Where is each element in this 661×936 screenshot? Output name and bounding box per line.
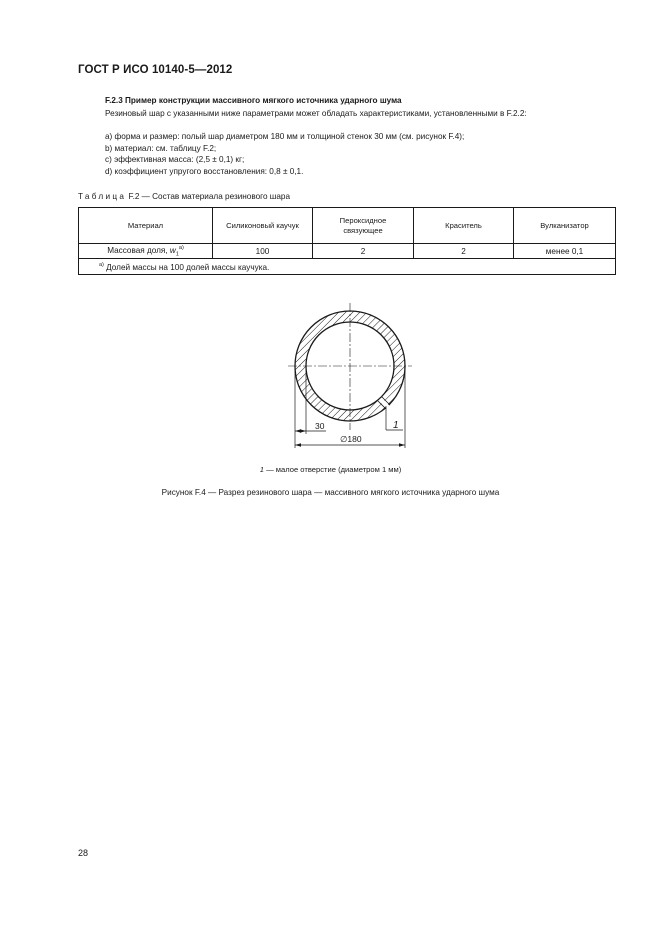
value-dye: 2 [414,244,514,259]
header-dye: Краситель [414,208,514,244]
section-title: F.2.3 Пример конструкции массивного мягкого источника ударного шума [105,96,402,105]
section-intro: Резиновый шар с указанными ниже параметрами может обладать характеристиками, установленными в F.2.2: [105,109,527,118]
value-peroxide: 2 [313,244,414,259]
header-silicone: Силиконовый каучук [213,208,313,244]
table-caption-word: Таблица [78,192,127,201]
footnote-mark: a) [99,261,104,268]
document-header: ГОСТ Р ИСО 10140-5—2012 [78,64,233,76]
arrow-wall-right [300,429,306,433]
row-label-text: Массовая доля, [107,245,170,255]
arrow-diameter-right [399,443,405,447]
page-number: 28 [78,848,89,858]
wall-dimension-label: 30 [315,421,325,431]
header-material: Материал [79,208,213,244]
footnote-text: Долей массы на 100 долей массы каучука. [106,262,270,272]
value-silicone: 100 [213,244,313,259]
row-label-sub: 1 [175,251,179,258]
arrow-diameter-left [295,443,301,447]
legend-number: 1 [259,465,264,474]
diameter-dimension-label: ∅180 [340,434,362,444]
list-item: b) материал: см. таблицу F.2; [105,143,217,153]
list-item: a) форма и размер: полый шар диаметром 180 мм и толщиной стенок 30 мм (см. рисунок F.4); [105,132,465,141]
value-vulcanizer: менее 0,1 [514,244,616,259]
header-peroxide-line2: связующее [343,225,383,235]
list-item: c) эффективная масса: (2,5 ± 0,1) кг; [105,155,245,164]
header-vulcanizer: Вулканизатор [514,208,616,244]
figure-legend [0,465,661,474]
list-item: d) коэффициент упругого восстановления: 0,8 ± 0,1. [105,166,304,176]
legend-text: — малое отверстие (диаметром 1 мм) [263,465,402,474]
row-label-sup: a) [178,244,184,251]
item-number-label: 1 [393,420,399,431]
figure-caption: Рисунок F.4 — Разрез резинового шара — массивного мягкого источника ударного шума [161,488,500,497]
row-label-var: w [169,245,176,255]
table-caption-text: F.2 — Состав материала резинового шара [126,192,291,201]
header-peroxide-line1: Пероксидное [339,215,387,225]
